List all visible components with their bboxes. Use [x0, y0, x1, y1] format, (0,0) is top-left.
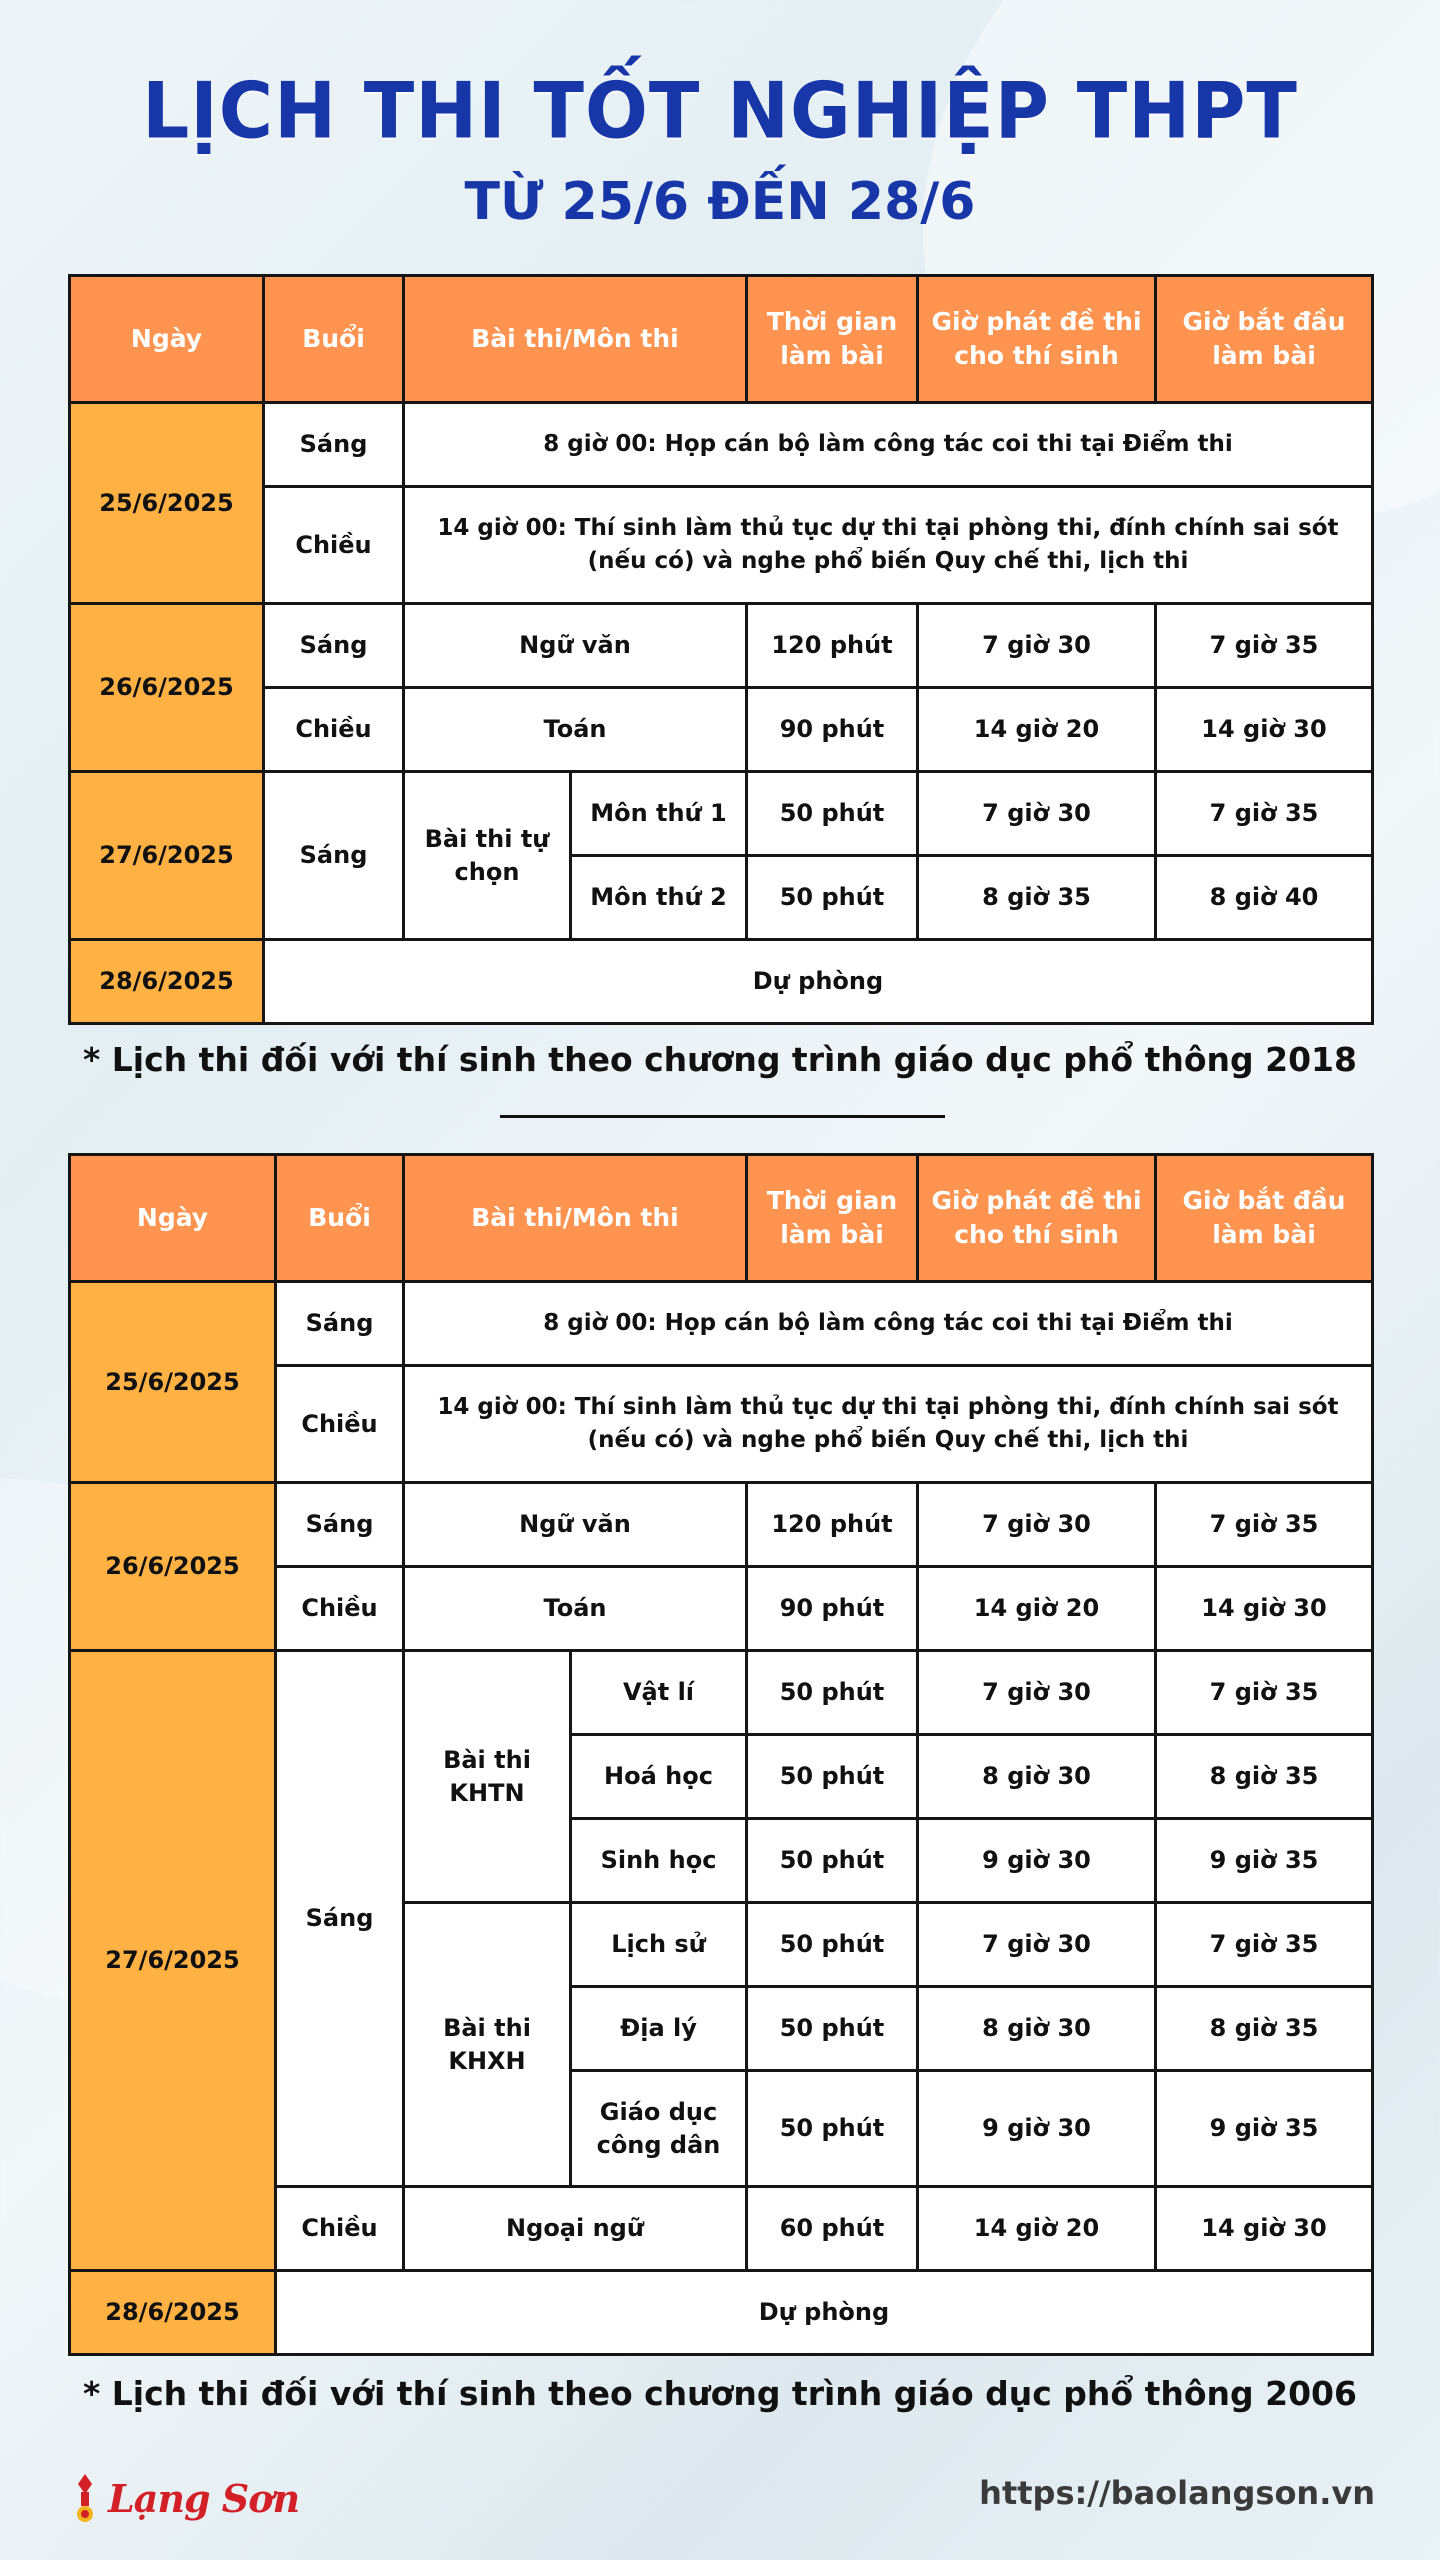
- duration-cell: 50 phút: [747, 856, 918, 940]
- handout-cell: 14 giờ 20: [918, 1567, 1156, 1651]
- handout-cell: 7 giờ 30: [918, 1903, 1156, 1987]
- handout-cell: 7 giờ 30: [918, 772, 1156, 856]
- duration-cell: 120 phút: [747, 1483, 918, 1567]
- table-row: [70, 403, 1373, 487]
- subject-cell: Ngữ văn: [404, 1483, 747, 1567]
- page-subtitle: TỪ 25/6 ĐẾN 28/6: [464, 172, 976, 232]
- group-cell: Bài thi tự chọn: [404, 772, 571, 940]
- start-cell: 8 giờ 35: [1156, 1987, 1373, 2071]
- duration-cell: 50 phút: [747, 1819, 918, 1903]
- start-cell: 9 giờ 35: [1156, 2071, 1373, 2187]
- handout-cell: 8 giờ 30: [918, 1987, 1156, 2071]
- header-handout: Giờ phát đề thi cho thí sinh: [918, 276, 1156, 403]
- date-cell: 25/6/2025: [70, 1282, 276, 1483]
- handout-cell: 8 giờ 35: [918, 856, 1156, 940]
- procedure-cell: 14 giờ 00: Thí sinh làm thủ tục dự thi tại phòng thi, đính chính sai sót (nếu có) và nghe phổ biến Quy chế thi, lịch thi: [404, 487, 1373, 604]
- table-header-row: [70, 276, 1373, 403]
- header-start: Giờ bắt đầu làm bài: [1156, 1155, 1373, 1282]
- table1-note: * Lịch thi đối với thí sinh theo chương trình giáo dục phổ thông 2018: [83, 1040, 1357, 1079]
- site-url[interactable]: https://baolangson.vn: [979, 2474, 1375, 2512]
- procedure-cell: 14 giờ 00: Thí sinh làm thủ tục dự thi tại phòng thi, đính chính sai sót (nếu có) và nghe phổ biến Quy chế thi, lịch thi: [404, 1366, 1373, 1483]
- handout-cell: 8 giờ 30: [918, 1735, 1156, 1819]
- start-cell: 14 giờ 30: [1156, 2187, 1373, 2271]
- start-cell: 9 giờ 35: [1156, 1819, 1373, 1903]
- duration-cell: 60 phút: [747, 2187, 918, 2271]
- logo-text: Lạng Sơn: [108, 2475, 300, 2521]
- table2-note: * Lịch thi đối với thí sinh theo chương trình giáo dục phổ thông 2006: [83, 2374, 1357, 2413]
- table-row: [70, 940, 1373, 1024]
- duration-cell: 50 phút: [747, 772, 918, 856]
- duration-cell: 50 phút: [747, 1903, 918, 1987]
- header-handout: Giờ phát đề thi cho thí sinh: [918, 1155, 1156, 1282]
- start-cell: 7 giờ 35: [1156, 1483, 1373, 1567]
- subject-cell: Lịch sử: [571, 1903, 747, 1987]
- header-duration: Thời gian làm bài: [747, 1155, 918, 1282]
- divider: [500, 1115, 945, 1118]
- date-cell: 28/6/2025: [70, 2271, 276, 2355]
- date-cell: 27/6/2025: [70, 1651, 276, 2271]
- session-cell: Sáng: [264, 772, 404, 940]
- table-row: [70, 604, 1373, 688]
- start-cell: 7 giờ 35: [1156, 772, 1373, 856]
- start-cell: 14 giờ 30: [1156, 1567, 1373, 1651]
- duration-cell: 50 phút: [747, 1987, 918, 2071]
- subject-cell: Môn thứ 2: [571, 856, 747, 940]
- reserve-cell: Dự phòng: [276, 2271, 1373, 2355]
- header-session: Buổi: [276, 1155, 404, 1282]
- handout-cell: 9 giờ 30: [918, 2071, 1156, 2187]
- group-cell: Bài thi KHXH: [404, 1903, 571, 2187]
- subject-cell: Ngoại ngữ: [404, 2187, 747, 2271]
- session-cell: Chiều: [276, 1567, 404, 1651]
- header-duration: Thời gian làm bài: [747, 276, 918, 403]
- duration-cell: 50 phút: [747, 2071, 918, 2187]
- logo: [70, 2468, 299, 2528]
- session-cell: Sáng: [276, 1651, 404, 2187]
- table-row: [70, 487, 1373, 604]
- start-cell: 7 giờ 35: [1156, 1903, 1373, 1987]
- handout-cell: 7 giờ 30: [918, 1483, 1156, 1567]
- session-cell: Sáng: [264, 403, 404, 487]
- date-cell: 27/6/2025: [70, 772, 264, 940]
- group-cell: Bài thi KHTN: [404, 1651, 571, 1903]
- date-cell: 25/6/2025: [70, 403, 264, 604]
- header-date: Ngày: [70, 1155, 276, 1282]
- session-cell: Sáng: [264, 604, 404, 688]
- handout-cell: 9 giờ 30: [918, 1819, 1156, 1903]
- table-row: [70, 772, 1373, 856]
- handout-cell: 7 giờ 30: [918, 1651, 1156, 1735]
- meeting-cell: 8 giờ 00: Họp cán bộ làm công tác coi thi tại Điểm thi: [404, 1282, 1373, 1366]
- session-cell: Sáng: [276, 1282, 404, 1366]
- session-cell: Chiều: [276, 2187, 404, 2271]
- start-cell: 7 giờ 35: [1156, 1651, 1373, 1735]
- duration-cell: 120 phút: [747, 604, 918, 688]
- duration-cell: 50 phút: [747, 1651, 918, 1735]
- date-cell: 26/6/2025: [70, 604, 264, 772]
- header-subject: Bài thi/Môn thi: [404, 1155, 747, 1282]
- page-title: LỊCH THI TỐT NGHIỆP THPT: [142, 65, 1298, 157]
- header-date: Ngày: [70, 276, 264, 403]
- table-row: [70, 1483, 1373, 1567]
- session-cell: Chiều: [264, 487, 404, 604]
- table-header-row: [70, 1155, 1373, 1282]
- header-start: Giờ bắt đầu làm bài: [1156, 276, 1373, 403]
- duration-cell: 90 phút: [747, 1567, 918, 1651]
- subject-cell: Sinh học: [571, 1819, 747, 1903]
- header-session: Buổi: [264, 276, 404, 403]
- subject-cell: Ngữ văn: [404, 604, 747, 688]
- table-row: [70, 2271, 1373, 2355]
- duration-cell: 90 phút: [747, 688, 918, 772]
- start-cell: 8 giờ 35: [1156, 1735, 1373, 1819]
- start-cell: 8 giờ 40: [1156, 856, 1373, 940]
- header-subject: Bài thi/Môn thi: [404, 276, 747, 403]
- table-row: [70, 688, 1373, 772]
- handout-cell: 14 giờ 20: [918, 2187, 1156, 2271]
- duration-cell: 50 phút: [747, 1735, 918, 1819]
- date-cell: 26/6/2025: [70, 1483, 276, 1651]
- subject-cell: Vật lí: [571, 1651, 747, 1735]
- start-cell: 7 giờ 35: [1156, 604, 1373, 688]
- session-cell: Chiều: [276, 1366, 404, 1483]
- subject-cell: Toán: [404, 688, 747, 772]
- handout-cell: 7 giờ 30: [918, 604, 1156, 688]
- schedule-table-2018: [68, 274, 1374, 1025]
- session-cell: Chiều: [264, 688, 404, 772]
- subject-cell: Toán: [404, 1567, 747, 1651]
- date-cell: 28/6/2025: [70, 940, 264, 1024]
- session-cell: Sáng: [276, 1483, 404, 1567]
- schedule-table-2006: [68, 1153, 1374, 2356]
- subject-cell: Giáo dục công dân: [571, 2071, 747, 2187]
- meeting-cell: 8 giờ 00: Họp cán bộ làm công tác coi thi tại Điểm thi: [404, 403, 1373, 487]
- handout-cell: 14 giờ 20: [918, 688, 1156, 772]
- emblem-icon: [70, 2472, 100, 2524]
- table-row: [70, 1651, 1373, 1735]
- start-cell: 14 giờ 30: [1156, 688, 1373, 772]
- table-row: [70, 1282, 1373, 1366]
- subject-cell: Địa lý: [571, 1987, 747, 2071]
- subject-cell: Môn thứ 1: [571, 772, 747, 856]
- subject-cell: Hoá học: [571, 1735, 747, 1819]
- reserve-cell: Dự phòng: [264, 940, 1373, 1024]
